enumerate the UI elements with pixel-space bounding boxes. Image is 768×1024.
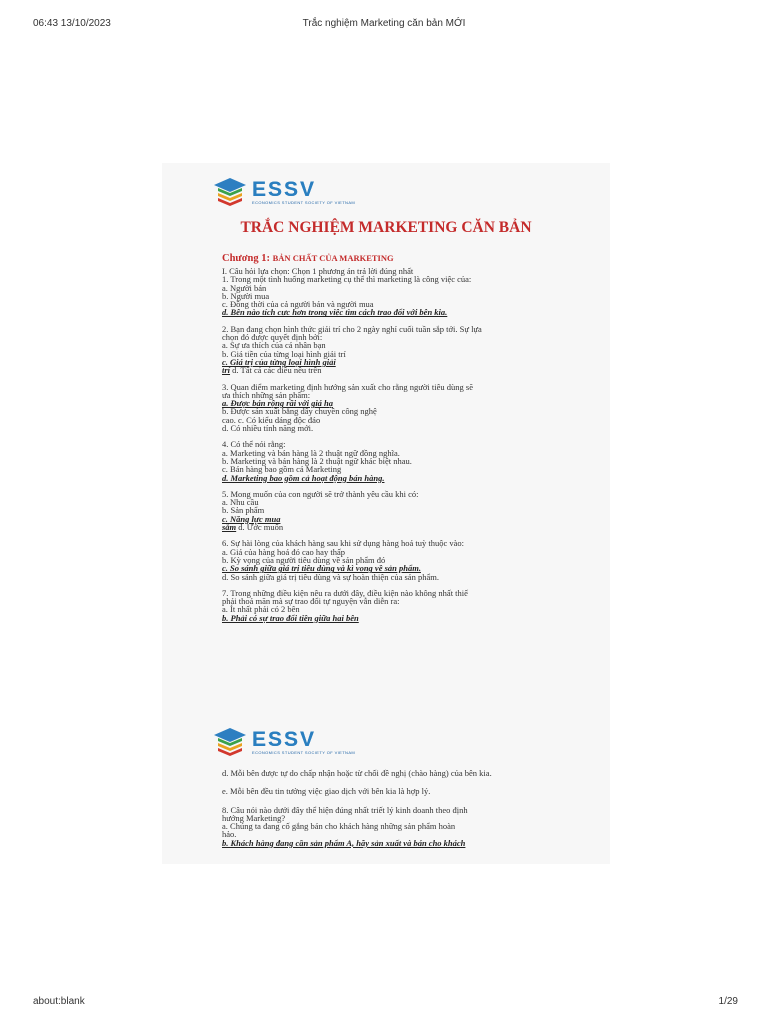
- option: b. Người mua: [222, 290, 270, 301]
- page-url: about:blank: [33, 996, 85, 1007]
- option: a. Nhu cầu: [222, 497, 259, 508]
- correct-answer: d. Marketing bao gồm cả hoạt động bán hàng.: [222, 472, 385, 483]
- chapter-name: BẢN CHẤT CỦA MARKETING: [272, 253, 394, 263]
- correct-answer: c. Giá trị của từng loại hình giải: [222, 356, 336, 367]
- section-heading: I. Câu hỏi lựa chọn: Chọn 1 phương án trả lời đúng nhất: [222, 266, 414, 276]
- option: b. Sản phẩm: [222, 505, 265, 516]
- question-5: 5. Mong muốn của con người sẽ trở thành yêu cầu khi có:: [222, 488, 419, 499]
- correct-answer: c. Năng lực mua: [222, 513, 281, 524]
- option: b. Giá tiền của từng loại hình giải trí: [222, 348, 346, 359]
- option: a. Người bán: [222, 282, 267, 293]
- document-title: TRẮC NGHIỆM MARKETING CĂN BẢN: [240, 219, 532, 236]
- question-4: 4. Có thể nói rằng:: [222, 439, 286, 450]
- question-3: 3. Quan điểm marketing định hướng sản xuất cho rằng người tiêu dùng sẽ: [222, 381, 473, 392]
- question-7: 7. Trong những điều kiện nêu ra dưới đây, điều kiện nào không nhất thiế: [222, 587, 468, 598]
- option: hảo.: [222, 829, 237, 840]
- question-8: 8. Câu nói nào dưới đây thể hiện đúng nhất triết lý kinh doanh theo định: [222, 804, 468, 815]
- essv-logo: [212, 726, 355, 758]
- logo-tagline: ECONOMICS STUDENT SOCIETY OF VIETNAM: [252, 200, 356, 205]
- chapter-prefix: Chương 1:: [222, 253, 270, 264]
- option: d. Có nhiều tính năng mới.: [222, 423, 314, 434]
- question-text: chọn đó được quyết định bởi:: [222, 332, 323, 343]
- logo-tagline: ECONOMICS STUDENT SOCIETY OF VIETNAM: [252, 750, 356, 755]
- document-page: [162, 163, 610, 864]
- correct-answer: d. Bên nào tích cực hơn trong việc tìm cách trao đổi với bên kia.: [222, 307, 448, 318]
- question-text: hướng Marketing?: [222, 812, 286, 823]
- option: cao. c. Có kiểu dáng độc đáo: [222, 414, 321, 425]
- option: a. Marketing và bán hàng là 2 thuật ngữ đồng nghĩa.: [222, 447, 400, 458]
- option: b. Marketing và bán hàng là 2 thuật ngữ khác biệt nhau.: [222, 455, 412, 466]
- question-1: 1. Trong một tình huống marketing cụ thể thì marketing là công việc của:: [222, 274, 472, 285]
- browser-timestamp: 06:43 13/10/2023: [33, 18, 111, 29]
- option: sắm d. Ước muốn: [222, 522, 284, 533]
- logo-wordmark: ESSV: [252, 179, 355, 200]
- correct-answer: a. Được bán rộng rãi với giá hạ: [222, 398, 334, 409]
- option: e. Mỗi bên đều tin tưởng việc giao dịch với bên kia là hợp lý.: [222, 786, 431, 797]
- question-2: 2. Bạn đang chọn hình thức giải trí cho 2 ngày nghỉ cuối tuần sắp tới. Sự lựa: [222, 323, 482, 334]
- option: a. Sự ưa thích của cá nhân bạn: [222, 340, 326, 351]
- option: trí d. Tất cả các điều nêu trên: [222, 365, 322, 376]
- question-text: ưa thích những sản phẩm:: [222, 389, 311, 400]
- correct-answer: b. Phải có sự trao đổi tiền giữa hai bên: [222, 612, 359, 623]
- logo-wordmark: ESSV: [252, 729, 355, 750]
- correct-answer: c. So sánh giữa giá trị tiêu dùng và kì vọng về sản phẩm.: [222, 563, 421, 574]
- correct-answer: trí: [222, 365, 231, 376]
- question-text: phải thoả mãn mà sự trao đổi tự nguyện vẫn diễn ra:: [222, 596, 400, 607]
- question-6: 6. Sự hài lòng của khách hàng sau khi sử dụng hàng hoá tuỳ thuộc vào:: [222, 538, 464, 549]
- option: c. Bán hàng bao gồm cả Marketing: [222, 464, 342, 475]
- graduation-cap-icon: [212, 176, 248, 208]
- correct-answer: sắm: [222, 522, 237, 533]
- option: a. Ít nhất phải có 2 bên: [222, 604, 300, 615]
- option: a. Chúng ta đang cố gắng bán cho khách hàng những sản phẩm hoàn: [222, 821, 456, 832]
- correct-answer: b. Khách hàng đang cần sản phẩm A, hãy sản xuất và bán cho khách: [222, 837, 466, 848]
- page-title: Trắc nghiệm Marketing căn bản MỚI: [302, 18, 466, 29]
- option: c. Đồng thời của cả người bán và người mua: [222, 299, 374, 310]
- question-block: [222, 266, 567, 623]
- question-block: [222, 768, 567, 848]
- option: d. Mỗi bên được tự do chấp nhận hoặc từ chối đề nghị (chào hàng) của bên kia.: [222, 768, 492, 778]
- option: a. Giá của hàng hoá đó cao hay thấp: [222, 546, 345, 557]
- essv-logo: [212, 176, 355, 208]
- chapter-heading: [222, 253, 394, 264]
- graduation-cap-icon: [212, 726, 248, 758]
- page-counter: 1/29: [718, 996, 738, 1007]
- option: b. Kỳ vọng của người tiêu dùng về sản phẩm đó: [222, 554, 386, 565]
- option: d. So sánh giữa giá trị tiêu dùng và sự hoàn thiện của sản phẩm.: [222, 571, 439, 582]
- option: b. Được sản xuất bằng dây chuyền công nghệ: [222, 406, 377, 417]
